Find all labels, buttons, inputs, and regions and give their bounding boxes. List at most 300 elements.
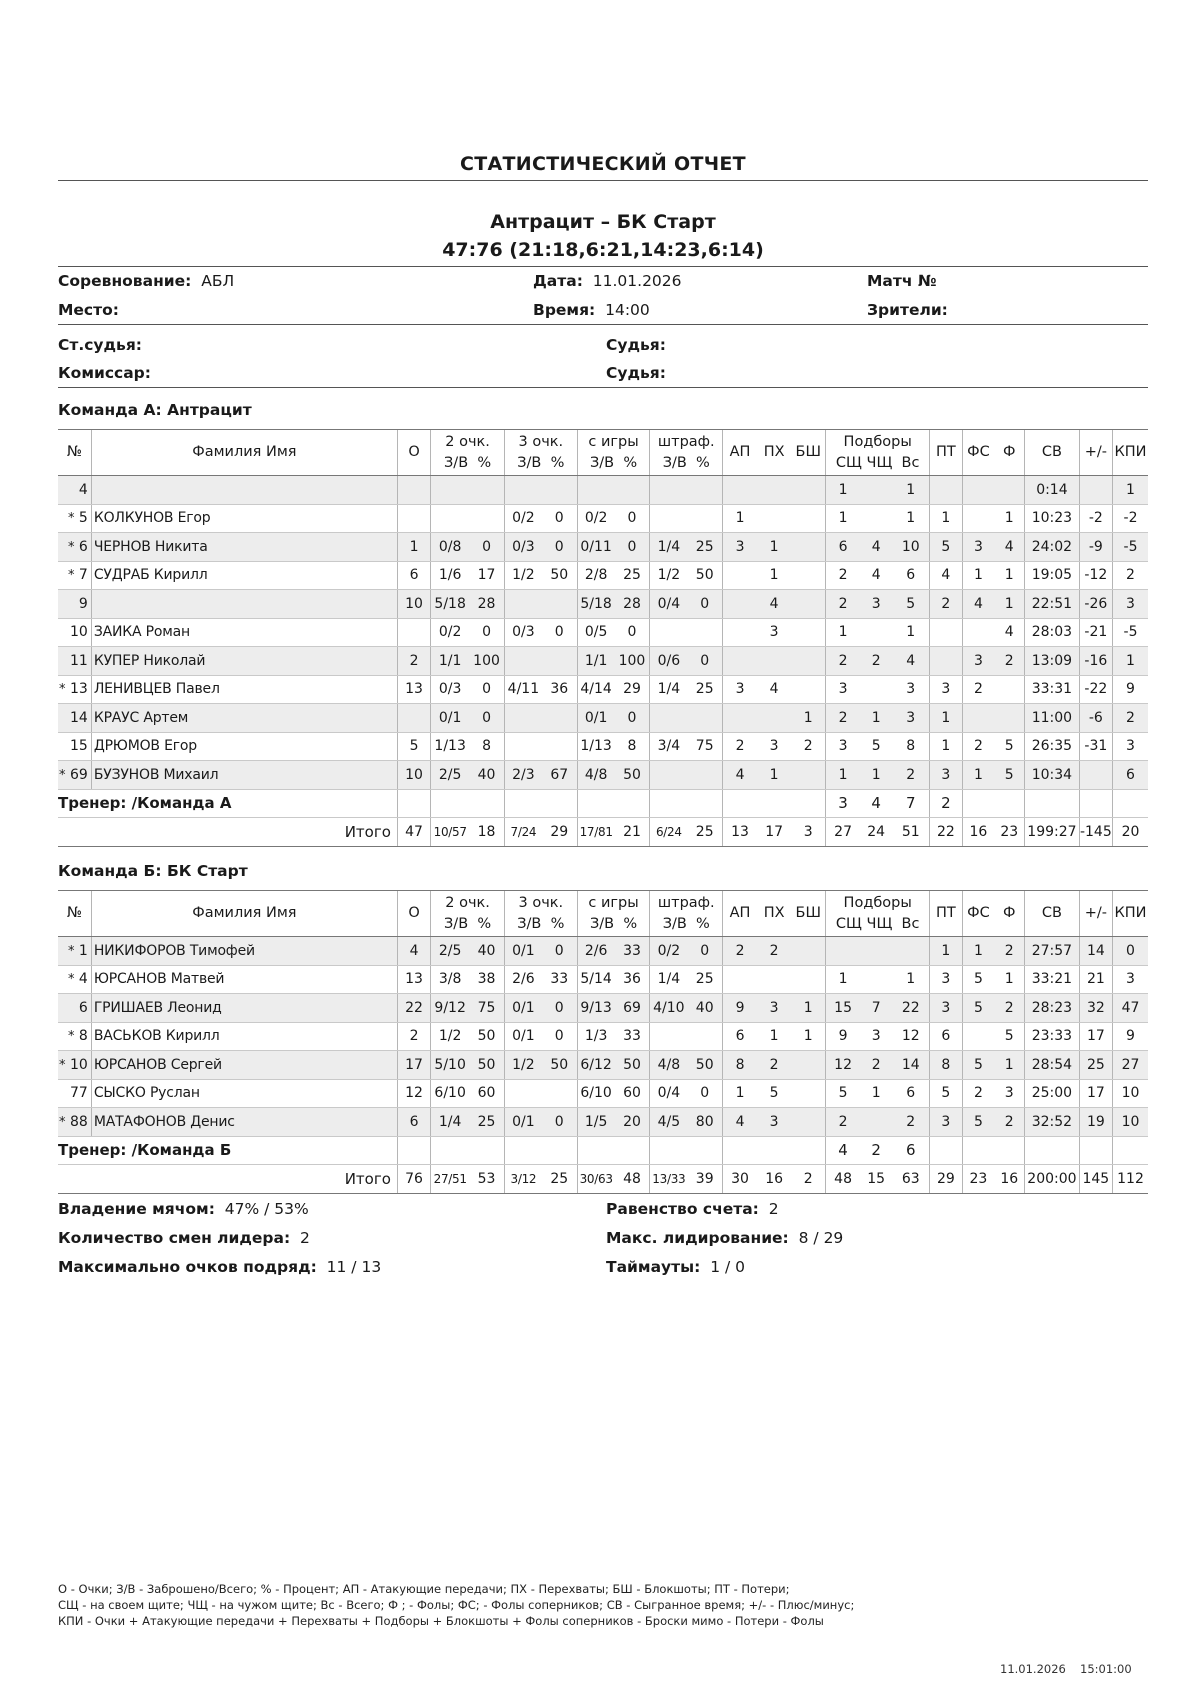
stat-fd <box>962 704 994 733</box>
stat-two-p: 0 <box>469 533 504 562</box>
player-number: * 10 <box>58 1051 91 1080</box>
stat-oreb: 15 <box>860 1165 892 1194</box>
stat-ft-p <box>687 476 722 505</box>
player-name: БУЗУНОВ Михаил <box>91 761 397 790</box>
stat-three-p: 0 <box>542 994 577 1023</box>
stat-blk <box>791 965 825 994</box>
stat-tov: 3 <box>930 675 962 704</box>
empty-cell <box>577 1136 614 1165</box>
stat-fg-zv: 5/14 <box>577 965 614 994</box>
stat-three-zv: 0/1 <box>504 1022 541 1051</box>
stat-two-zv: 1/6 <box>431 561 469 590</box>
stat-blk: 2 <box>791 732 825 761</box>
col-name: Фамилия Имя <box>91 430 397 476</box>
stat-ft-zv: 1/4 <box>650 675 687 704</box>
stat-ft-zv <box>650 504 687 533</box>
starter-mark: * <box>67 511 75 527</box>
stat-eff: -2 <box>1113 504 1148 533</box>
player-row <box>58 704 1148 733</box>
stat-fg-zv: 2/8 <box>577 561 614 590</box>
stat-stl: 1 <box>757 533 791 562</box>
stat-ast <box>723 561 757 590</box>
stat-two-zv: 2/5 <box>431 937 469 966</box>
stat-ft-zv: 4/10 <box>650 994 687 1023</box>
stat-three-p: 0 <box>542 1022 577 1051</box>
stat-pm: -9 <box>1079 533 1112 562</box>
stat-oreb: 2 <box>860 1051 892 1080</box>
col-turnovers: ПТ <box>930 891 962 937</box>
stat-two-p: 8 <box>469 732 504 761</box>
stat-oreb: 2 <box>860 647 892 676</box>
player-name <box>91 590 397 619</box>
stat-pts <box>397 704 430 733</box>
stat-three-zv: 0/1 <box>504 1108 541 1137</box>
stat-pf: 16 <box>994 1165 1024 1194</box>
empty-cell <box>962 1136 994 1165</box>
divider <box>58 266 1148 267</box>
stat-two-p: 25 <box>469 1108 504 1137</box>
stat-min: 24:02 <box>1025 533 1080 562</box>
match-number: Матч № <box>867 272 937 290</box>
stat-ast: 3 <box>723 533 757 562</box>
player-name: КРАУС Артем <box>91 704 397 733</box>
col-number: № <box>58 430 91 476</box>
stat-pm: -145 <box>1079 818 1112 847</box>
stat-two-p: 38 <box>469 965 504 994</box>
stat-three-p <box>542 704 577 733</box>
empty-cell <box>397 789 430 818</box>
coach-off-reb: 2 <box>860 1136 892 1165</box>
stat-dreb: 3 <box>826 675 860 704</box>
stat-pts: 76 <box>397 1165 430 1194</box>
stat-blk: 1 <box>791 994 825 1023</box>
stat-stl: 3 <box>757 994 791 1023</box>
stat-treb: 6 <box>892 1079 929 1108</box>
stat-pm: 17 <box>1079 1079 1112 1108</box>
stat-three-p: 67 <box>542 761 577 790</box>
stat-min: 199:27 <box>1025 818 1080 847</box>
stat-two-zv: 5/18 <box>431 590 469 619</box>
stat-blk <box>791 590 825 619</box>
stat-three-p: 25 <box>542 1165 577 1194</box>
col-assists: АП <box>723 430 757 476</box>
stat-ft-p: 40 <box>687 994 722 1023</box>
spectators: Зрители: <box>867 301 948 319</box>
stat-three-zv: 1/2 <box>504 561 541 590</box>
stat-tov: 22 <box>930 818 962 847</box>
stat-ft-p: 25 <box>687 533 722 562</box>
empty-cell <box>1025 1136 1080 1165</box>
stat-fg-zv: 5/18 <box>577 590 614 619</box>
stat-two-p: 50 <box>469 1022 504 1051</box>
stat-pm: 17 <box>1079 1022 1112 1051</box>
stat-blk: 2 <box>791 1165 825 1194</box>
empty-cell <box>1079 1136 1112 1165</box>
stat-oreb <box>860 504 892 533</box>
stat-treb: 6 <box>892 561 929 590</box>
stat-dreb: 48 <box>826 1165 860 1194</box>
stat-tov <box>930 476 962 505</box>
team-a-title: Команда А: Антрацит <box>58 401 252 419</box>
coach-total-reb: 7 <box>892 789 929 818</box>
stat-fg-p: 48 <box>615 1165 650 1194</box>
stat-ast <box>723 647 757 676</box>
player-row <box>58 647 1148 676</box>
player-number: 9 <box>58 590 91 619</box>
player-name: ЗАИКА Роман <box>91 618 397 647</box>
stat-fg-zv: 1/13 <box>577 732 614 761</box>
player-row <box>58 994 1148 1023</box>
stat-eff: 1 <box>1113 476 1148 505</box>
stat-fg-p: 8 <box>615 732 650 761</box>
referee-1: Судья: <box>606 336 666 354</box>
stat-pts <box>397 618 430 647</box>
stat-ft-zv <box>650 1022 687 1051</box>
player-number: * 88 <box>58 1108 91 1137</box>
stat-min: 23:33 <box>1025 1022 1080 1051</box>
stat-pf: 5 <box>994 761 1024 790</box>
stat-ft-p: 25 <box>687 818 722 847</box>
stat-ft-p <box>687 618 722 647</box>
col-turnovers: ПТ <box>930 430 962 476</box>
starter-mark: * <box>67 972 75 988</box>
empty-cell <box>1025 789 1080 818</box>
stat-two-zv: 0/2 <box>431 618 469 647</box>
stat-tov: 4 <box>930 561 962 590</box>
stat-fd: 5 <box>962 1051 994 1080</box>
stat-min: 26:35 <box>1025 732 1080 761</box>
col-plus-minus: +/- <box>1079 891 1112 937</box>
stat-tov <box>930 618 962 647</box>
stat-blk <box>791 1108 825 1137</box>
legend <box>58 1581 854 1629</box>
stat-fg-p: 25 <box>615 561 650 590</box>
stat-pts: 4 <box>397 937 430 966</box>
stat-treb: 4 <box>892 647 929 676</box>
stat-ft-zv: 3/4 <box>650 732 687 761</box>
empty-cell <box>650 1136 687 1165</box>
stat-two-p: 53 <box>469 1165 504 1194</box>
player-number: * 69 <box>58 761 91 790</box>
coach-row <box>58 789 1148 818</box>
col-fouls-drawn: ФС <box>962 891 994 937</box>
stat-two-p: 0 <box>469 675 504 704</box>
stat-blk <box>791 561 825 590</box>
stat-fd: 16 <box>962 818 994 847</box>
col-field-goals: с игры З/В % <box>577 430 650 476</box>
stat-tov: 1 <box>930 704 962 733</box>
stat-fg-zv <box>577 476 614 505</box>
stat-tov: 6 <box>930 1022 962 1051</box>
stat-tov: 1 <box>930 937 962 966</box>
starter-mark: * <box>67 1029 75 1045</box>
stat-fd: 2 <box>962 1079 994 1108</box>
stat-treb: 1 <box>892 965 929 994</box>
legend-line-2: СЩ - на своем щите; ЧЩ - на чужом щите; Вс - Всего; Ф ; - Фолы; ФС; - Фолы соперников; СВ - Сыгранное время; +/- - Плюс/минус; <box>58 1598 855 1612</box>
stat-two-zv: 1/13 <box>431 732 469 761</box>
divider <box>58 324 1148 325</box>
stat-dreb: 1 <box>826 476 860 505</box>
stat-fg-zv: 0/5 <box>577 618 614 647</box>
coach-def-reb: 3 <box>826 789 860 818</box>
empty-cell <box>504 789 541 818</box>
player-name: ЮРСАНОВ Сергей <box>91 1051 397 1080</box>
stat-eff: 10 <box>1113 1079 1148 1108</box>
stat-three-zv <box>504 647 541 676</box>
stat-ft-p: 0 <box>687 590 722 619</box>
stat-eff: 112 <box>1113 1165 1148 1194</box>
player-row <box>58 1051 1148 1080</box>
stat-stl: 4 <box>757 675 791 704</box>
stat-stl: 2 <box>757 937 791 966</box>
stat-min: 27:57 <box>1025 937 1080 966</box>
player-number: 4 <box>58 476 91 505</box>
stat-oreb: 3 <box>860 590 892 619</box>
player-name: ДРЮМОВ Егор <box>91 732 397 761</box>
stat-eff: 20 <box>1113 818 1148 847</box>
stat-dreb: 2 <box>826 647 860 676</box>
empty-cell <box>687 789 722 818</box>
stat-fg-zv: 4/14 <box>577 675 614 704</box>
stat-three-p: 0 <box>542 618 577 647</box>
starter-mark: * <box>59 1057 66 1073</box>
stat-three-p: 0 <box>542 504 577 533</box>
stat-dreb: 1 <box>826 504 860 533</box>
coach-def-reb: 4 <box>826 1136 860 1165</box>
stat-fd: 5 <box>962 965 994 994</box>
stat-fd <box>962 504 994 533</box>
empty-cell <box>577 789 614 818</box>
col-points: О <box>397 891 430 937</box>
stat-ast <box>723 590 757 619</box>
stat-fg-p <box>615 476 650 505</box>
stat-oreb <box>860 675 892 704</box>
col-fouls: Ф <box>994 430 1024 476</box>
stat-ast: 13 <box>723 818 757 847</box>
stat-three-zv <box>504 1079 541 1108</box>
col-free-throws: штраф. З/В % <box>650 430 723 476</box>
stat-ft-zv: 4/8 <box>650 1051 687 1080</box>
stat-fg-p: 20 <box>615 1108 650 1137</box>
stat-pm: 19 <box>1079 1108 1112 1137</box>
stat-dreb: 5 <box>826 1079 860 1108</box>
player-number: * 13 <box>58 675 91 704</box>
stat-two-zv: 27/51 <box>431 1165 469 1194</box>
stat-pm: -31 <box>1079 732 1112 761</box>
stat-pf: 2 <box>994 994 1024 1023</box>
stat-two-zv: 1/2 <box>431 1022 469 1051</box>
stat-fd: 1 <box>962 937 994 966</box>
stat-ft-p: 39 <box>687 1165 722 1194</box>
stat-tov <box>930 647 962 676</box>
stat-tov: 1 <box>930 504 962 533</box>
stat-pm: -22 <box>1079 675 1112 704</box>
stat-pts: 13 <box>397 965 430 994</box>
player-number: * 7 <box>58 561 91 590</box>
stat-three-zv: 7/24 <box>504 818 541 847</box>
player-name: МАТАФОНОВ Денис <box>91 1108 397 1137</box>
stat-dreb: 1 <box>826 761 860 790</box>
starter-mark: * <box>67 539 75 555</box>
stat-ast: 8 <box>723 1051 757 1080</box>
chief-referee: Ст.судья: <box>58 336 143 354</box>
stat-ft-zv: 1/2 <box>650 561 687 590</box>
stat-ft-zv: 0/2 <box>650 937 687 966</box>
player-number: 10 <box>58 618 91 647</box>
player-row <box>58 590 1148 619</box>
player-name: ГРИШАЕВ Леонид <box>91 994 397 1023</box>
stat-two-p: 60 <box>469 1079 504 1108</box>
empty-cell <box>1079 789 1112 818</box>
stat-ft-zv <box>650 761 687 790</box>
stat-ft-p: 25 <box>687 965 722 994</box>
stat-fg-zv: 2/6 <box>577 937 614 966</box>
stat-pf <box>994 675 1024 704</box>
stat-ft-zv: 1/4 <box>650 533 687 562</box>
col-number: № <box>58 891 91 937</box>
stat-two-p: 0 <box>469 618 504 647</box>
stat-pm: 25 <box>1079 1051 1112 1080</box>
stat-ast: 1 <box>723 504 757 533</box>
stat-ast: 6 <box>723 1022 757 1051</box>
stat-ft-zv: 6/24 <box>650 818 687 847</box>
stat-oreb: 4 <box>860 561 892 590</box>
stat-pf: 4 <box>994 533 1024 562</box>
empty-cell <box>542 789 577 818</box>
stat-three-zv <box>504 590 541 619</box>
stat-ft-p <box>687 704 722 733</box>
stat-dreb: 27 <box>826 818 860 847</box>
stat-blk: 1 <box>791 704 825 733</box>
empty-cell <box>962 789 994 818</box>
stat-blk <box>791 533 825 562</box>
stat-pts: 47 <box>397 818 430 847</box>
col-three-pt: 3 очк. З/В % <box>504 430 577 476</box>
player-number: * 4 <box>58 965 91 994</box>
empty-cell <box>615 1136 650 1165</box>
coach-row <box>58 1136 1148 1165</box>
timeouts: Таймауты: 1 / 0 <box>606 1258 745 1276</box>
stat-pf: 5 <box>994 1022 1024 1051</box>
stat-ft-p: 25 <box>687 675 722 704</box>
referee-2: Судья: <box>606 364 666 382</box>
stat-two-zv: 6/10 <box>431 1079 469 1108</box>
stat-stl: 3 <box>757 618 791 647</box>
stat-stl: 1 <box>757 561 791 590</box>
ties: Равенство счета: 2 <box>606 1200 779 1218</box>
player-name: ЧЕРНОВ Никита <box>91 533 397 562</box>
player-row <box>58 1022 1148 1051</box>
stat-dreb: 12 <box>826 1051 860 1080</box>
stat-pts: 6 <box>397 561 430 590</box>
col-two-pt: 2 очк. З/В % <box>431 891 505 937</box>
player-row <box>58 1108 1148 1137</box>
stat-fg-p: 0 <box>615 504 650 533</box>
stat-stl <box>757 965 791 994</box>
stat-ast: 9 <box>723 994 757 1023</box>
stat-pts: 12 <box>397 1079 430 1108</box>
stat-two-p: 17 <box>469 561 504 590</box>
player-number: * 5 <box>58 504 91 533</box>
stat-two-p: 100 <box>469 647 504 676</box>
player-name: СУДРАБ Кирилл <box>91 561 397 590</box>
stat-three-p: 36 <box>542 675 577 704</box>
stat-oreb: 3 <box>860 1022 892 1051</box>
stat-ast: 1 <box>723 1079 757 1108</box>
stat-ft-zv <box>650 618 687 647</box>
stat-pf: 5 <box>994 732 1024 761</box>
col-field-goals: с игры З/В % <box>577 891 650 937</box>
player-number: 77 <box>58 1079 91 1108</box>
stat-fg-zv: 0/11 <box>577 533 614 562</box>
time: Время: 14:00 <box>533 301 650 319</box>
stat-ft-p: 0 <box>687 647 722 676</box>
stat-two-zv: 9/12 <box>431 994 469 1023</box>
stat-blk <box>791 1079 825 1108</box>
stat-two-p <box>469 504 504 533</box>
stat-min: 19:05 <box>1025 561 1080 590</box>
stat-stl: 5 <box>757 1079 791 1108</box>
empty-cell <box>650 789 687 818</box>
stat-fg-zv: 1/1 <box>577 647 614 676</box>
stat-two-p: 0 <box>469 704 504 733</box>
stat-ft-zv <box>650 476 687 505</box>
player-name: НИКИФОРОВ Тимофей <box>91 937 397 966</box>
empty-cell <box>542 1136 577 1165</box>
stat-min: 10:34 <box>1025 761 1080 790</box>
player-row <box>58 561 1148 590</box>
stat-dreb: 1 <box>826 618 860 647</box>
stat-oreb <box>860 476 892 505</box>
stat-two-zv: 0/1 <box>431 704 469 733</box>
stat-ft-p <box>687 1022 722 1051</box>
col-efficiency: КПИ <box>1113 430 1148 476</box>
starter-mark: * <box>67 943 75 959</box>
stat-eff: 2 <box>1113 704 1148 733</box>
stat-pm: 14 <box>1079 937 1112 966</box>
stat-pm: -21 <box>1079 618 1112 647</box>
stat-ft-p: 50 <box>687 561 722 590</box>
legend-line-3: КПИ - Очки + Атакующие передачи + Перехваты + Подборы + Блокшоты + Фолы соперников - Броски мимо - Потери - Фолы <box>58 1614 824 1628</box>
player-row <box>58 1079 1148 1108</box>
col-rebounds: Подборы СЩ ЧЩ Вс <box>826 430 930 476</box>
stat-stl <box>757 476 791 505</box>
col-blocks: БШ <box>791 891 825 937</box>
stat-blk <box>791 647 825 676</box>
stat-fd: 4 <box>962 590 994 619</box>
stat-fg-p: 100 <box>615 647 650 676</box>
starter-mark: * <box>59 767 66 783</box>
stat-pts <box>397 504 430 533</box>
stat-fg-zv: 4/8 <box>577 761 614 790</box>
stat-eff: 10 <box>1113 1108 1148 1137</box>
stat-pts: 2 <box>397 647 430 676</box>
stat-stl <box>757 504 791 533</box>
stat-tov: 3 <box>930 761 962 790</box>
player-name: КУПЕР Николай <box>91 647 397 676</box>
stat-oreb: 24 <box>860 818 892 847</box>
stat-eff: 2 <box>1113 561 1148 590</box>
col-steals: ПХ <box>757 891 791 937</box>
stat-stl: 1 <box>757 761 791 790</box>
player-number: * 8 <box>58 1022 91 1051</box>
stat-stl: 16 <box>757 1165 791 1194</box>
col-minutes: СВ <box>1025 430 1080 476</box>
stat-dreb: 3 <box>826 732 860 761</box>
stat-oreb: 7 <box>860 994 892 1023</box>
empty-cell <box>397 1136 430 1165</box>
legend-line-1: О - Очки; З/В - Заброшено/Всего; % - Процент; АП - Атакующие передачи; ПХ - Перехваты; БШ - Блокшоты; ПТ - Потери; <box>58 1582 790 1596</box>
